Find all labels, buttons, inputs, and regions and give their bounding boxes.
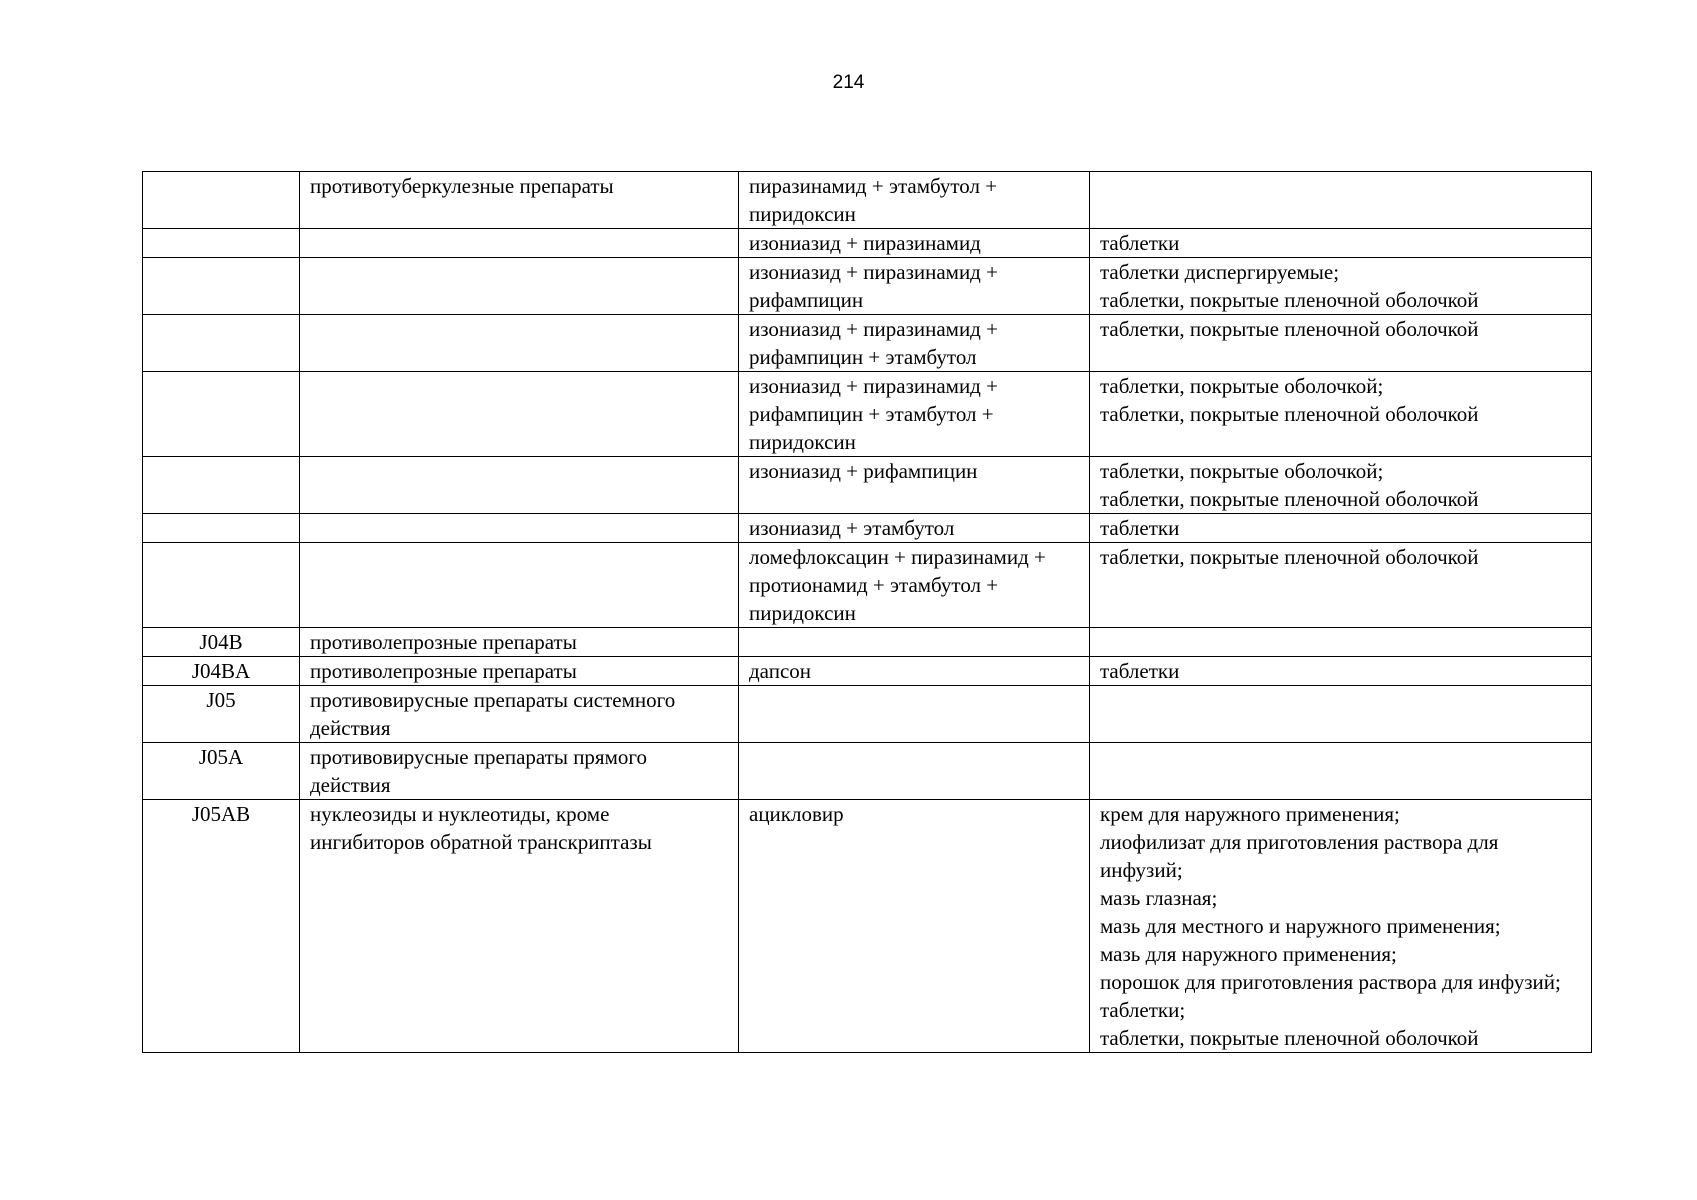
pharmacological-group-cell — [300, 258, 739, 315]
drug-name-cell: пиразинамид + этамбутол + пиридоксин — [739, 172, 1090, 229]
drug-name-cell: изониазид + пиразинамид + рифампицин — [739, 258, 1090, 315]
drug-name-cell — [739, 743, 1090, 800]
atc-code-cell: J04BA — [143, 657, 300, 686]
table-row — [143, 258, 1592, 315]
atc-code-cell: J05 — [143, 686, 300, 743]
drug-name-cell — [739, 628, 1090, 657]
drug-name-cell: дапсон — [739, 657, 1090, 686]
pharmacological-group-cell: противовирусные препараты системного действия — [300, 686, 739, 743]
table-row — [143, 514, 1592, 543]
dosage-form-cell: таблетки — [1090, 657, 1592, 686]
table-row — [143, 686, 1592, 743]
dosage-form-cell — [1090, 172, 1592, 229]
atc-code-cell — [143, 514, 300, 543]
pharmacological-group-cell — [300, 514, 739, 543]
table-row — [143, 372, 1592, 457]
pharmacological-group-cell — [300, 457, 739, 514]
pharmacological-group-cell — [300, 229, 739, 258]
drug-list-table — [142, 171, 1592, 1053]
drug-name-cell — [739, 686, 1090, 743]
atc-code-cell — [143, 315, 300, 372]
page-number: 214 — [832, 72, 865, 93]
drug-name-cell: ломефлоксацин + пиразинамид + протионамид + этамбутол + пиридоксин — [739, 543, 1090, 628]
dosage-form-cell: таблетки, покрытые пленочной оболочкой — [1090, 543, 1592, 628]
table-row — [143, 315, 1592, 372]
drug-name-cell: ацикловир — [739, 800, 1090, 1053]
dosage-form-cell — [1090, 743, 1592, 800]
atc-code-cell — [143, 543, 300, 628]
dosage-form-cell: таблетки — [1090, 229, 1592, 258]
table-row — [143, 229, 1592, 258]
atc-code-cell — [143, 229, 300, 258]
atc-code-cell — [143, 258, 300, 315]
atc-code-cell — [143, 172, 300, 229]
table-row — [143, 628, 1592, 657]
table-row — [143, 743, 1592, 800]
table-row — [143, 657, 1592, 686]
table-row — [143, 172, 1592, 229]
pharmacological-group-cell — [300, 543, 739, 628]
atc-code-cell: J05AB — [143, 800, 300, 1053]
atc-code-cell — [143, 372, 300, 457]
dosage-form-cell: таблетки, покрытые пленочной оболочкой — [1090, 315, 1592, 372]
drug-name-cell: изониазид + пиразинамид + рифампицин + этамбутол — [739, 315, 1090, 372]
dosage-form-cell: крем для наружного применения; лиофилизат для приготовления раствора для инфузий; мазь глазная; мазь для местного и наружного применения; мазь для наружного применения; порошок для приготовления раствора для инфузий; таблетки; таблетки, покрытые пленочной оболочкой — [1090, 800, 1592, 1053]
drug-name-cell: изониазид + пиразинамид — [739, 229, 1090, 258]
dosage-form-cell: таблетки, покрытые оболочкой; таблетки, покрытые пленочной оболочкой — [1090, 457, 1592, 514]
pharmacological-group-cell: противовирусные препараты прямого действия — [300, 743, 739, 800]
dosage-form-cell: таблетки диспергируемые; таблетки, покрытые пленочной оболочкой — [1090, 258, 1592, 315]
pharmacological-group-cell: противотуберкулезные препараты — [300, 172, 739, 229]
atc-code-cell: J04B — [143, 628, 300, 657]
drug-name-cell: изониазид + этамбутол — [739, 514, 1090, 543]
table-row — [143, 543, 1592, 628]
pharmacological-group-cell — [300, 315, 739, 372]
table-row — [143, 800, 1592, 1053]
atc-code-cell — [143, 457, 300, 514]
atc-code-cell: J05A — [143, 743, 300, 800]
table-row — [143, 457, 1592, 514]
dosage-form-cell — [1090, 628, 1592, 657]
dosage-form-cell — [1090, 686, 1592, 743]
dosage-form-cell: таблетки — [1090, 514, 1592, 543]
pharmacological-group-cell — [300, 372, 739, 457]
drug-name-cell: изониазид + пиразинамид + рифампицин + этамбутол + пиридоксин — [739, 372, 1090, 457]
pharmacological-group-cell: противолепрозные препараты — [300, 628, 739, 657]
pharmacological-group-cell: противолепрозные препараты — [300, 657, 739, 686]
drug-name-cell: изониазид + рифампицин — [739, 457, 1090, 514]
pharmacological-group-cell: нуклеозиды и нуклеотиды, кроме ингибиторов обратной транскриптазы — [300, 800, 739, 1053]
dosage-form-cell: таблетки, покрытые оболочкой; таблетки, покрытые пленочной оболочкой — [1090, 372, 1592, 457]
